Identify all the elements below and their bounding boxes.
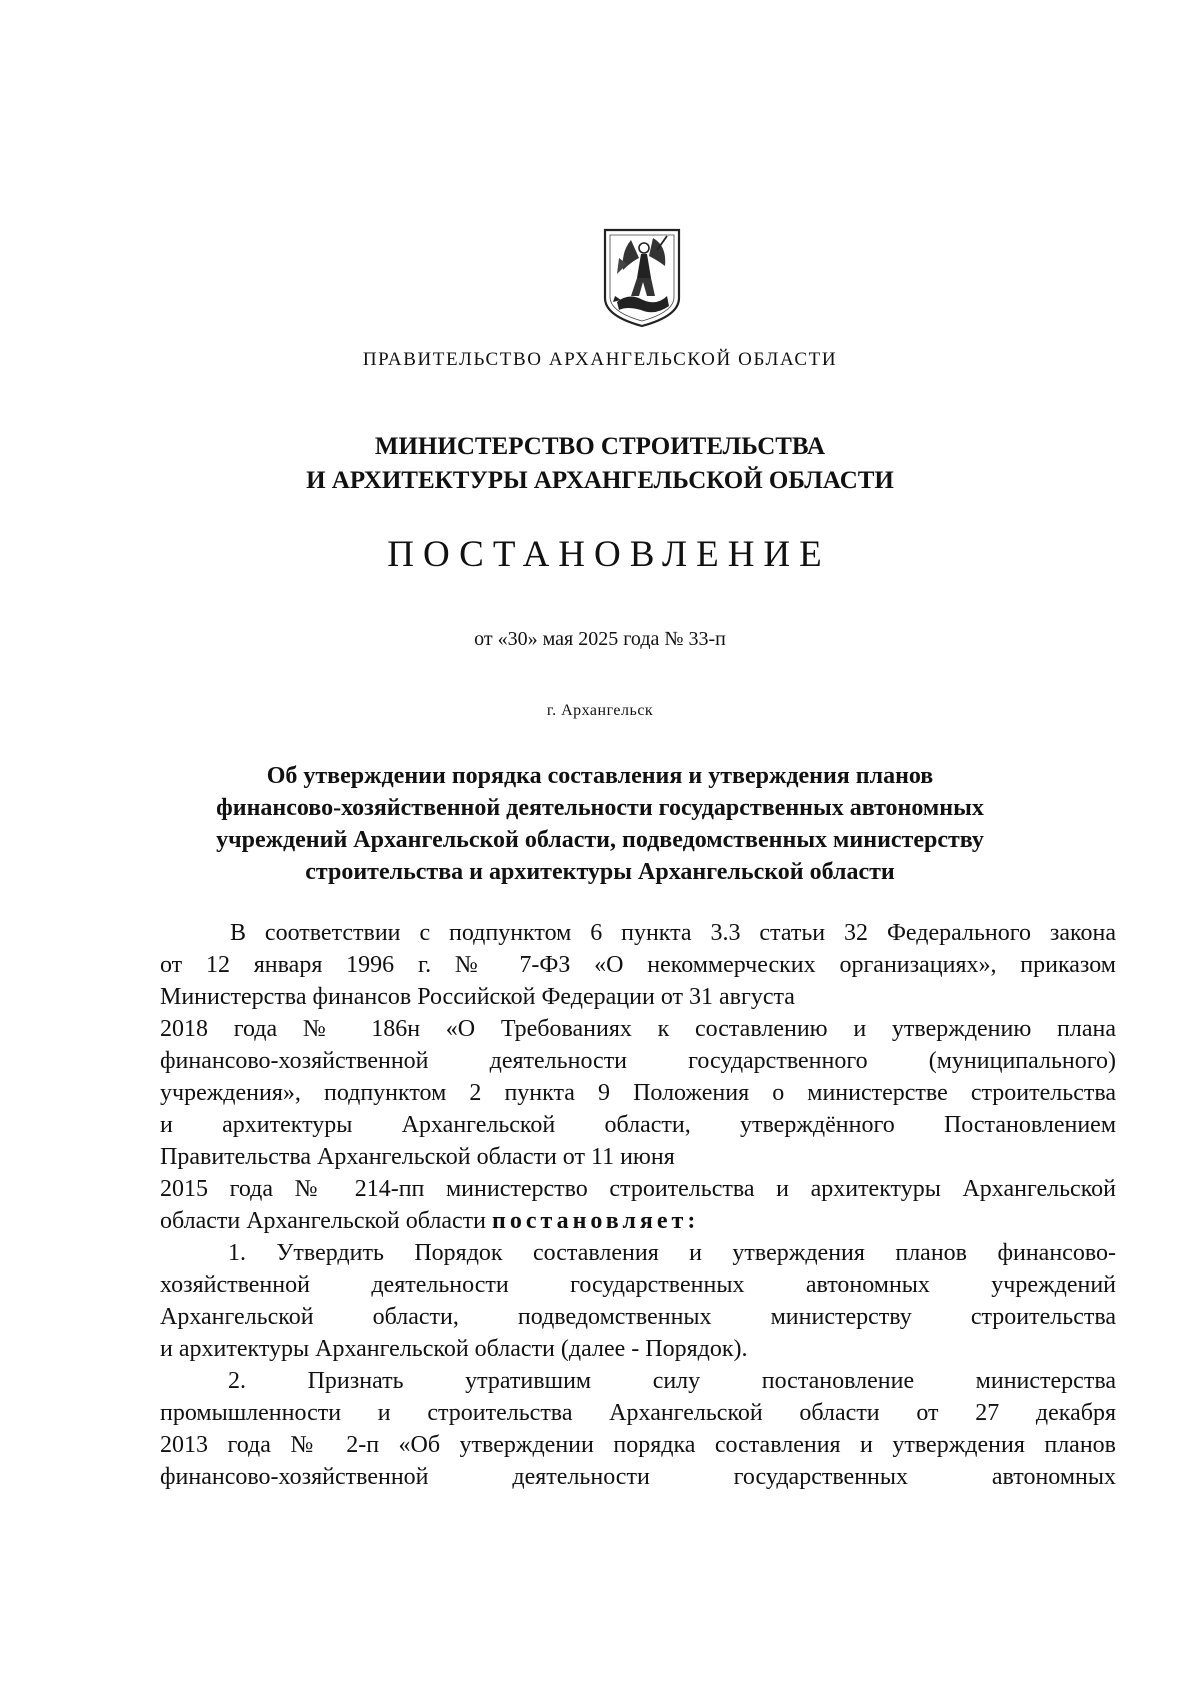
body-line: 2015 года № 214-пп министерство строительства и архитектуры Архангельской bbox=[160, 1176, 1116, 1202]
body-line: Архангельской области, подведомственных министерству строительства bbox=[160, 1304, 1116, 1330]
document-type: ПОСТАНОВЛЕНИЕ bbox=[387, 534, 831, 575]
body-line: промышленности и строительства Архангельской области от 27 декабря bbox=[160, 1400, 1116, 1426]
body-line: 2018 года № 186н «О Требованиях к составлению и утверждению плана bbox=[160, 1016, 1116, 1042]
body-line: 2013 года № 2-п «Об утверждении порядка составления и утверждения планов bbox=[160, 1432, 1116, 1458]
ministry-name-line-1: МИНИСТЕРСТВО СТРОИТЕЛЬСТВА bbox=[374, 433, 826, 460]
document-title-line-3: учреждений Архангельской области, подведомственных министерству bbox=[216, 827, 984, 853]
document-title-line-4: строительства и архитектуры Архангельской области bbox=[305, 859, 895, 885]
body-line: 2. Признать утратившим силу постановление министерства bbox=[228, 1368, 1116, 1394]
body-line: учреждения», подпунктом 2 пункта 9 Положения о министерстве строительства bbox=[160, 1080, 1116, 1106]
body-line: от 12 января 1996 г. № 7-ФЗ «О некоммерческих организациях», приказом bbox=[160, 952, 1116, 978]
body-line: финансово-хозяйственной деятельности государственного (муниципального) bbox=[160, 1048, 1116, 1074]
body-line: Правительства Архангельской области от 11 июня bbox=[160, 1144, 675, 1170]
date-and-number: от «30» мая 2025 года № 33-п bbox=[474, 628, 726, 650]
city: г. Архангельск bbox=[546, 702, 654, 719]
body-line: 1. Утвердить Порядок составления и утверждения планов финансово- bbox=[228, 1240, 1116, 1266]
coat-of-arms-icon bbox=[601, 226, 683, 330]
ministry-name-line-2: И АРХИТЕКТУРЫ АРХАНГЕЛЬСКОЙ ОБЛАСТИ bbox=[306, 467, 894, 494]
body-line: и архитектуры Архангельской области (далее - Порядок). bbox=[160, 1336, 748, 1362]
body-line-text: области Архангельской области bbox=[160, 1208, 493, 1234]
decree-word: постановляет: bbox=[492, 1208, 700, 1234]
body-line-decree bbox=[160, 1205, 1116, 1237]
government-name: ПРАВИТЕЛЬСТВО АРХАНГЕЛЬСКОЙ ОБЛАСТИ bbox=[362, 349, 838, 370]
document-body bbox=[160, 917, 1116, 1493]
body-line: и архитектуры Архангельской области, утверждённого Постановлением bbox=[160, 1112, 1116, 1138]
body-line: финансово-хозяйственной деятельности государственных автономных bbox=[160, 1464, 1116, 1490]
body-line: Министерства финансов Российской Федерации от 31 августа bbox=[160, 984, 795, 1010]
body-line: хозяйственной деятельности государственных автономных учреждений bbox=[160, 1272, 1116, 1298]
document-title-line-1: Об утверждении порядка составления и утверждения планов bbox=[266, 763, 934, 789]
document-title-line-2: финансово-хозяйственной деятельности государственных автономных bbox=[216, 795, 984, 821]
body-line: В соответствии с подпунктом 6 пункта 3.3 статьи 32 Федерального закона bbox=[230, 920, 1116, 946]
